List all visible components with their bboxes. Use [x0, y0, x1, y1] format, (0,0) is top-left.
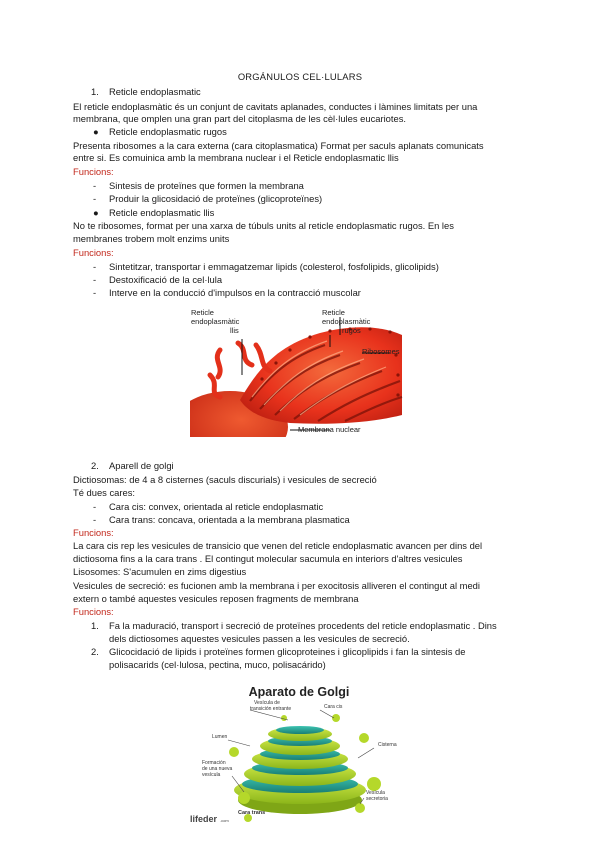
- numbered-item-line: polisacarids (cel·lulosa, pectina, muco, polisacárido): [109, 659, 326, 670]
- er-illustration: [190, 305, 415, 437]
- dash-marker: -: [93, 180, 97, 191]
- er-label-llis-1: Reticle: [191, 308, 214, 317]
- list-item: Cara trans: concava, orientada a la membrana plasmatica: [109, 514, 350, 525]
- er-label-ribosomes: Ribosomes: [362, 347, 400, 356]
- section-number: 2.: [91, 460, 99, 471]
- numbered-item-line: Glicocidació de lipids i proteïnes formen glicoproteines i glicoplipids i fan la sintesis de: [109, 646, 466, 657]
- subsection-heading: Reticle endoplasmatic rugos: [109, 126, 227, 137]
- list-item: Sintesis de proteïnes que formen la membrana: [109, 180, 304, 191]
- list-item: Cara cis: convex, orientada al reticle endoplasmatic: [109, 501, 324, 512]
- golgi-label-vesicula-sec-2: secretoria: [366, 796, 388, 802]
- section-number: 1.: [91, 86, 99, 97]
- paragraph-line: El reticle endoplasmàtic és un conjunt de cavitats aplanades, conductes i làmines limitats per una: [73, 101, 478, 112]
- lifeder-logo: lifeder: [190, 814, 218, 824]
- page-title: ORGÁNULOS CEL·LULARS: [237, 71, 363, 82]
- subsection-heading: Reticle endoplasmatic llis: [109, 207, 215, 218]
- section-heading: Reticle endoplasmatic: [109, 86, 201, 97]
- numbered-item-line: dels dictiosomes aquestes vesicules passen a les vesicules de secreció.: [109, 633, 410, 644]
- numbered-item-line: Fa la maduració, transport i secreció de proteïnes procedents del reticle endoplasmatic . Dins: [109, 620, 497, 631]
- section-heading: Aparell de golgi: [109, 460, 174, 471]
- golgi-label-cara-cis: Cara cis: [324, 704, 343, 710]
- golgi-label-vesicula-2: transición entrante: [250, 706, 292, 712]
- paragraph-line: membranes trobem molt enzims units: [73, 233, 230, 244]
- list-number: 1.: [91, 620, 99, 631]
- golgi-label-formacion-2: de una nueva: [202, 766, 233, 772]
- dash-marker: -: [93, 193, 97, 204]
- paragraph-line: entre si. Es comuinica amb la membrana nuclear i el Reticle endoplasmatic llis: [73, 152, 399, 163]
- list-item: Sintetitzar, transportar i emmagatzemar lipids (colesterol, fosfolipids, glicolipids): [109, 261, 439, 272]
- golgi-label-vesicula-1: Vesícula de: [254, 700, 280, 706]
- paragraph-line: Té dues cares:: [73, 487, 136, 498]
- lifeder-logo-suffix: .com: [220, 818, 229, 823]
- paragraph-line: Vesicules de secreció: es fucionen amb la membrana i per exocitosis alliveren el contingut al medi: [73, 580, 480, 591]
- paragraph-line: membrana, que omplen una gran part del citoplasma de les cèl·lules eucariotes.: [73, 113, 406, 124]
- funcions-label: Funcions:: [73, 527, 114, 538]
- golgi-label-formacion-3: vesícula: [202, 772, 221, 778]
- dash-marker: -: [93, 261, 97, 272]
- dash-marker: -: [93, 501, 97, 512]
- list-number: 2.: [91, 646, 99, 657]
- list-item: Interve en la conducció d'impulsos en la contracció muscolar: [109, 287, 361, 298]
- funcions-label: Funcions:: [73, 606, 114, 617]
- golgi-label-cisterna: Cisterna: [378, 742, 397, 748]
- golgi-label-formacion-1: Formación: [202, 760, 226, 766]
- er-label-llis-2: endoplasmàtic: [191, 317, 240, 326]
- paragraph-line: extern o també aquestes vesicules reposen fragments de membrana: [73, 593, 359, 604]
- paragraph-line: La cara cis rep les vesicules de transicio que venen del reticle endoplasmatic avancen per dins del: [73, 540, 483, 551]
- list-item: Produir la glicosidació de proteïnes (glicoproteïnes): [109, 193, 323, 204]
- er-label-rugos-2: endoplasmàtic: [322, 317, 371, 326]
- er-label-llis-3: llis: [230, 326, 239, 335]
- funcions-label: Funcions:: [73, 166, 114, 177]
- er-label-rugos-3: rugós: [342, 326, 361, 335]
- golgi-label-vesicula-sec-1: Vesícula: [366, 790, 385, 796]
- paragraph-line: Presenta ribosomes a la cara externa (cara citoplasmatica) Format per saculs aplanats comunicats: [73, 140, 484, 151]
- dash-marker: -: [93, 287, 97, 298]
- bullet-icon: ●: [93, 126, 99, 137]
- paragraph-line: Dictiosomas: de 4 a 8 cisternes (saculs discurials) i vesicules de secreció: [73, 474, 377, 485]
- golgi-title: Aparato de Golgi: [248, 685, 350, 699]
- bullet-icon: ●: [93, 207, 99, 218]
- golgi-label-lumen: Lumen: [212, 734, 228, 740]
- golgi-illustration: [188, 680, 410, 828]
- dash-marker: -: [93, 274, 97, 285]
- er-label-rugos-1: Reticle: [322, 308, 345, 317]
- dash-marker: -: [93, 514, 97, 525]
- golgi-label-cara-trans: Cara trans: [238, 810, 266, 816]
- funcions-label: Funcions:: [73, 247, 114, 258]
- er-label-membrana: Membrana nuclear: [298, 425, 361, 434]
- list-item: Destoxificació de la cel·lula: [109, 274, 223, 285]
- paragraph-line: No te ribosomes, format per una xarxa de túbuls units al reticle endoplasmatic rugos. En les: [73, 220, 454, 231]
- paragraph-line: dictiosoma fins a la cara trans . El contingut molecular sacumula en interiors d'altres vesicules: [73, 553, 463, 564]
- paragraph-line: Lisosomes: S'acumulen en zims digestius: [73, 566, 247, 577]
